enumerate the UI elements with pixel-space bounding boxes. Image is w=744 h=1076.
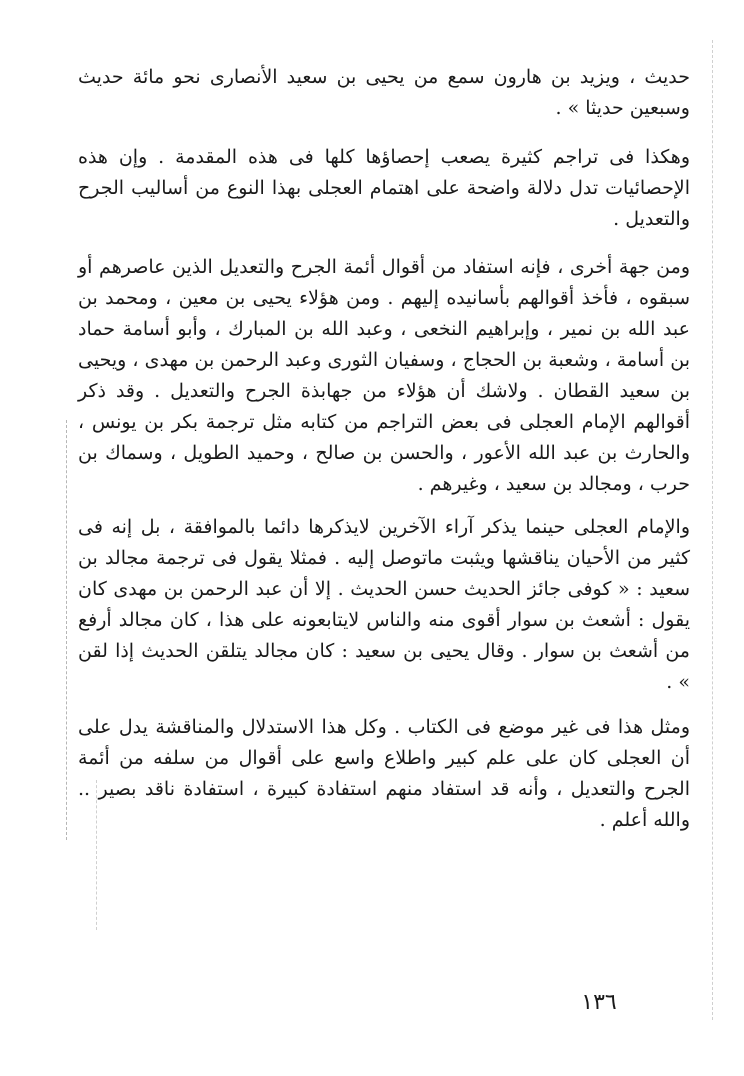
paragraph-1-text: حديث ، ويزيد بن هارون سمع من يحيى بن سعيد الأنصارى نحو مائة حديث وسبعين حديثا » . <box>78 66 690 119</box>
page-number: ١٣٦ <box>581 990 617 1015</box>
paragraph-1 <box>78 62 690 124</box>
paragraph-5 <box>78 712 690 836</box>
paragraph-5-text: ومثل هذا فى غير موضع فى الكتاب . وكل هذا الاستدلال والمناقشة يدل على أن العجلى كان على علم كبير واطلاع واسع على أقوال من سلفه من أئمة الجرح والتعديل ، وأنه قد استفاد منهم استفادة كبيرة ، استفادة ناقد بصير .. والله أعلم . <box>78 716 690 831</box>
paragraph-2 <box>78 142 690 235</box>
paragraph-4 <box>78 512 690 698</box>
page-edge-mark <box>712 40 713 1020</box>
binding-shadow-mark <box>66 420 67 840</box>
paragraph-3 <box>78 252 690 500</box>
paragraph-3-text: ومن جهة أخرى ، فإنه استفاد من أقوال أئمة الجرح والتعديل الذين عاصرهم أو سبقوه ، فأخذ أقوالهم بأسانيده إليهم . ومن هؤلاء يحيى بن معين ، ومحمد بن عبد الله بن نمير ، وإبراهيم النخعى ، وعبد الله بن المبارك ، وأبو أسامة حماد بن أسامة ، وشعبة بن الحجاج ، وسفيان الثورى وعبد الرحمن بن مهدى ، ويحيى بن سعيد القطان . ولاشك أن هؤلاء من جهابذة الجرح والتعديل . وقد ذكر أقوالهم الإمام العجلى فى بعض التراجم من كتابه مثل ترجمة بكر بن يونس ، والحارث بن عبد الله الأعور ، والحسن بن صالح ، وحميد الطويل ، وسماك بن حرب ، ومجالد بن سعيد ، وغيرهم . <box>78 256 690 495</box>
paragraph-4-text: والإمام العجلى حينما يذكر آراء الآخرين لايذكرها دائما بالموافقة ، بل إنه فى كثير من الأحيان يناقشها ويثبت ماتوصل إليه . فمثلا يقول فى ترجمة مجالد بن سعيد : « كوفى جائز الحديث حسن الحديث . إلا أن عبد الرحمن بن مهدى كان يقول : أشعث بن سوار أقوى منه والناس لايتابعونه على هذا ، كان مجالد أرفع من أشعث بن سوار . وقال يحيى بن سعيد : كان مجالد يتلقن الحديث إذا لقن » . <box>78 516 690 693</box>
paragraph-2-text: وهكذا فى تراجم كثيرة يصعب إحصاؤها كلها فى هذه المقدمة . وإن هذه الإحصائيات تدل دلالة واضحة على اهتمام العجلى بهذا النوع من أساليب الجرح والتعديل . <box>78 146 690 230</box>
